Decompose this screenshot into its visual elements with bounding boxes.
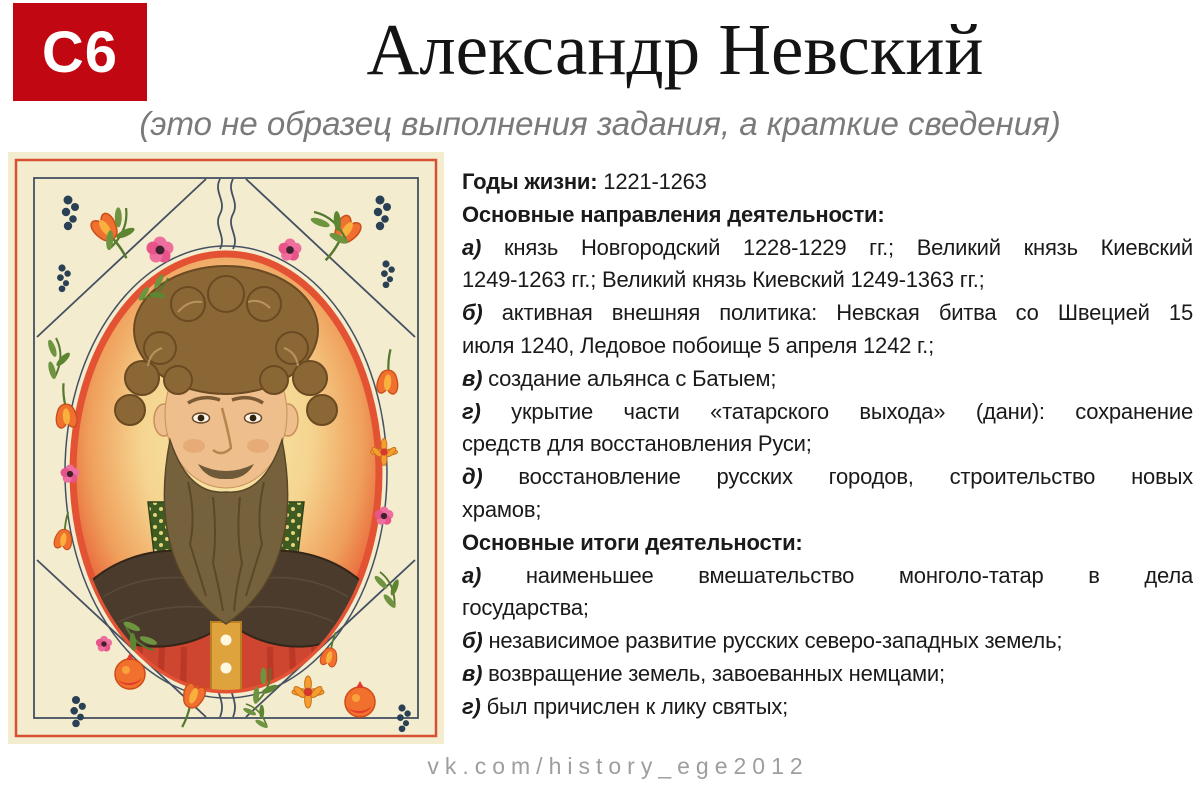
line-text: возвращение земель, завоеванных немцами;	[482, 660, 945, 686]
info-column	[462, 166, 1193, 724]
line-text: средств для восстановления Руси;	[462, 431, 812, 457]
info-line	[462, 199, 1193, 232]
info-line	[462, 396, 1193, 429]
line-text: князь Новгородский 1228-1229 гг.; Великий князь Киевский	[481, 234, 1193, 260]
task-code-badge: C6	[13, 3, 147, 101]
info-line	[462, 297, 1193, 330]
line-text: был причислен к лику святых;	[480, 693, 789, 719]
line-text: 1249-1263 гг.; Великий князь Киевский 1249-1363 гг.;	[462, 267, 985, 293]
info-line	[462, 691, 1193, 724]
line-text: создание альянса с Батыем;	[482, 365, 777, 391]
line-marker: б)	[462, 300, 483, 326]
line-text: независимое развитие русских северо-западных земель;	[482, 628, 1063, 654]
info-line	[462, 428, 1193, 461]
line-marker: а)	[462, 562, 482, 588]
info-line	[462, 592, 1193, 625]
info-line	[462, 494, 1193, 527]
line-marker: г)	[462, 398, 481, 424]
watermark-url: vk.com/history_ege2012	[427, 753, 809, 779]
info-line	[462, 264, 1193, 297]
line-text: активная внешняя политика: Невская битва со Швецией 15	[482, 300, 1193, 326]
info-line	[462, 461, 1193, 494]
line-label: Основные итоги деятельности:	[462, 529, 803, 555]
info-line	[462, 625, 1193, 658]
info-line	[462, 560, 1193, 593]
line-marker: в)	[462, 365, 483, 391]
line-marker: б)	[462, 628, 483, 654]
info-line	[462, 527, 1193, 560]
info-line	[462, 232, 1193, 265]
line-text: государства;	[462, 595, 589, 621]
line-marker: в)	[462, 660, 483, 686]
info-line	[462, 330, 1193, 363]
line-text: укрытие части «татарского выхода» (дани): сохранение	[480, 398, 1193, 424]
line-marker: д)	[462, 464, 483, 490]
line-text: восстановление русских городов, строительство новых	[482, 464, 1193, 490]
line-marker: а)	[462, 234, 482, 260]
info-line	[462, 363, 1193, 396]
line-text: храмов;	[462, 496, 542, 522]
page-title: Александр Невский	[366, 9, 984, 90]
line-label: Основные направления деятельности:	[462, 201, 885, 227]
line-marker: г)	[462, 693, 481, 719]
line-text: июля 1240, Ледовое побоище 5 апреля 1242 г.;	[462, 332, 935, 358]
line-text: 1221-1263	[597, 169, 707, 194]
line-text: наименьшее вмешательство монголо-татар в дела	[481, 562, 1193, 588]
line-label: Годы жизни:	[462, 169, 598, 194]
page-subtitle: (это не образец выполнения задания, а краткие сведения)	[139, 105, 1061, 142]
info-line	[462, 166, 1193, 199]
nevsky-portrait-illustration	[8, 152, 444, 744]
info-line	[462, 658, 1193, 691]
